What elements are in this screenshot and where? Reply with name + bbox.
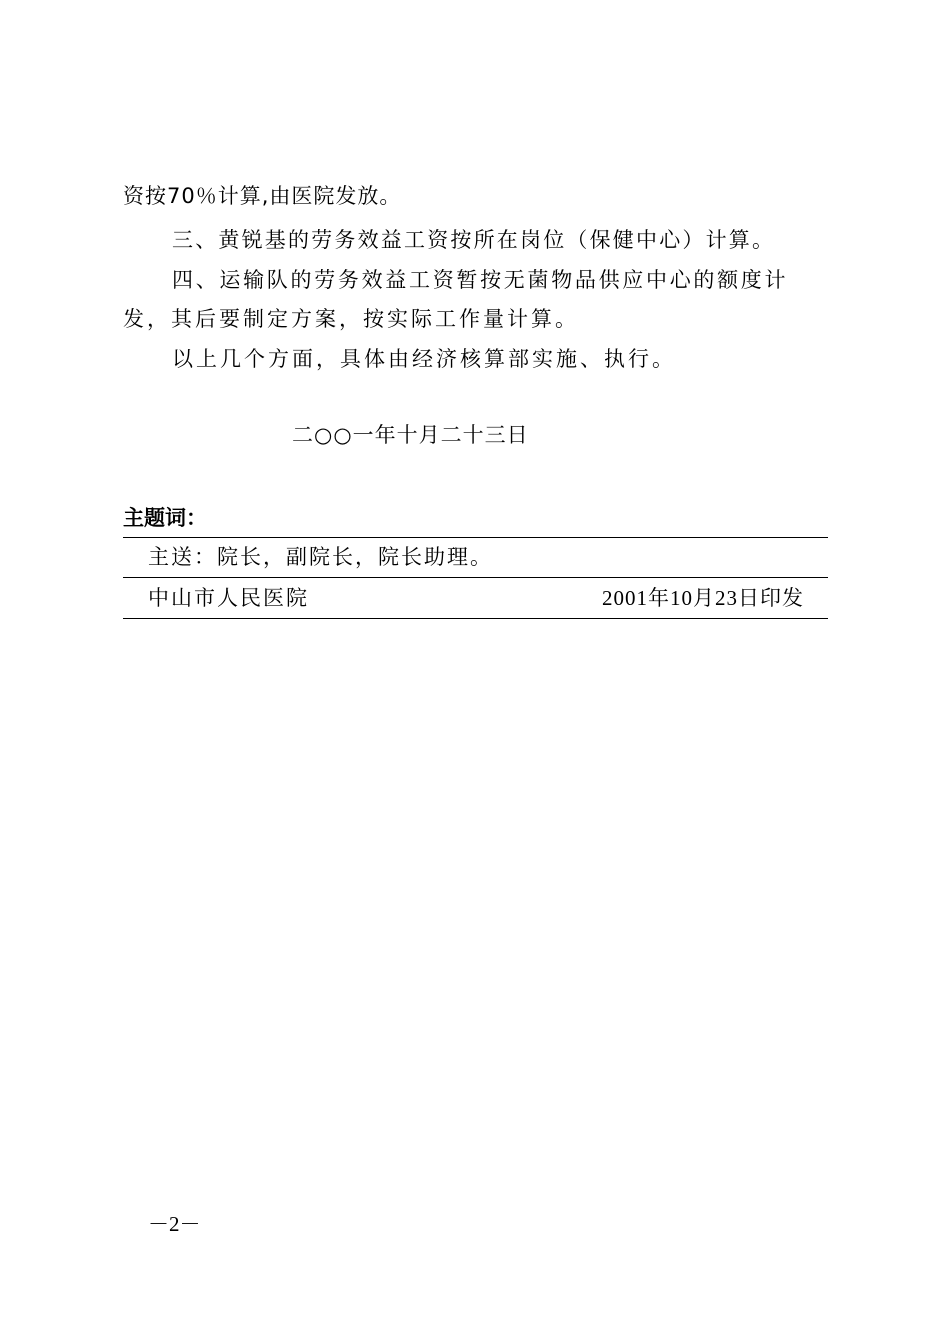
divider-top <box>123 537 828 538</box>
issue-date: 2001年10月23日印发 <box>602 586 804 610</box>
body-line-3: 四、运输队的劳务效益工资暂按无菌物品供应中心的额度计 <box>172 268 789 292</box>
cc-recipients: 主送：院长，副院长，院长助理。 <box>148 545 493 569</box>
divider-bottom <box>123 618 828 619</box>
signature-date: 二○○一年十月二十三日 <box>292 423 529 447</box>
page-number: －2－ <box>148 1212 201 1236</box>
issuing-organization: 中山市人民医院 <box>148 586 309 610</box>
body-line-5: 以上几个方面，具体由经济核算部实施、执行。 <box>172 347 676 371</box>
body-line-2: 三、黄锐基的劳务效益工资按所在岗位（保健中心）计算。 <box>172 228 776 252</box>
body-line-4: 发，其后要制定方案，按实际工作量计算。 <box>123 307 579 331</box>
subject-keywords-label: 主题词： <box>123 506 207 530</box>
divider-middle <box>123 577 828 578</box>
body-line-1: 资按70％计算,由医院发放。 <box>123 184 402 208</box>
